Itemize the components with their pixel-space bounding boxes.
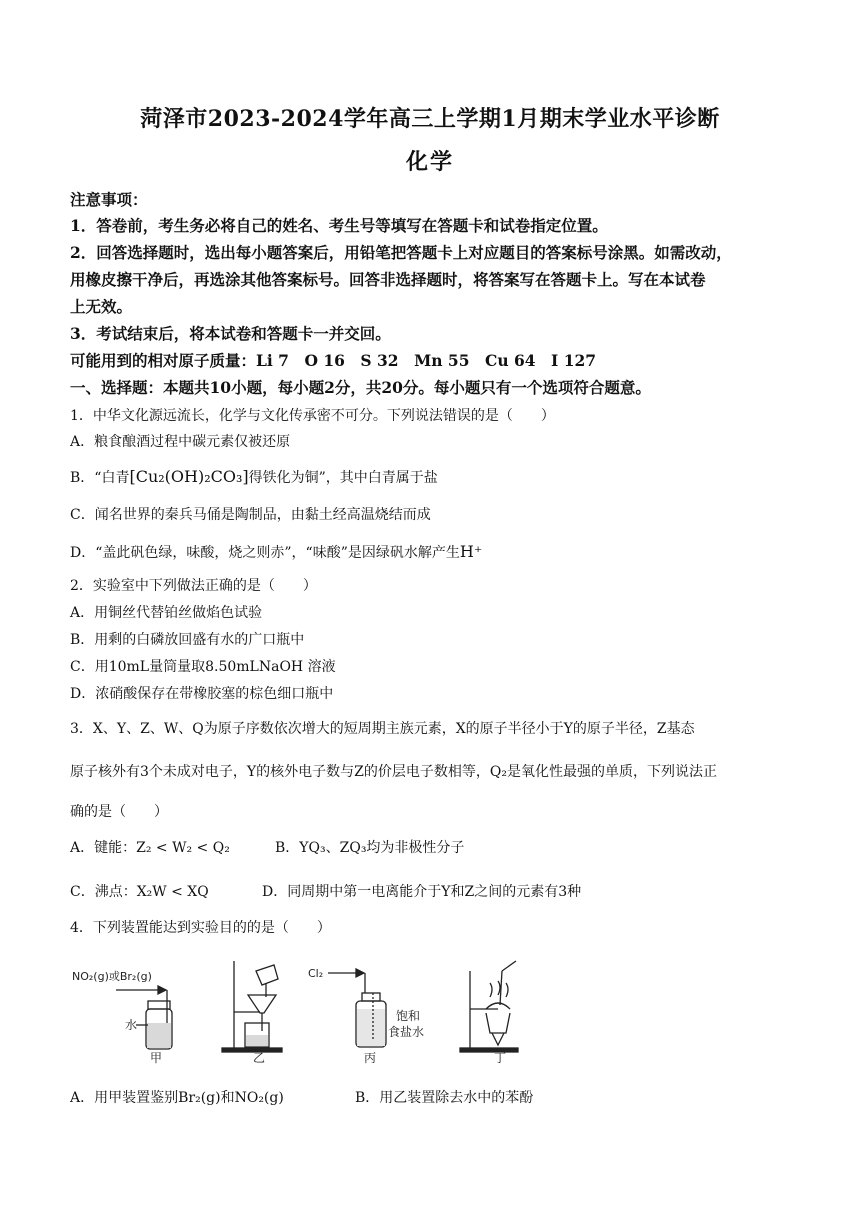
question-1-option-c: C．闻名世界的秦兵马俑是陶制品，由黏土经高温烧结而成: [70, 507, 431, 523]
question-4-option-a: A．用甲装置鉴别Br₂(g)和NO₂(g): [70, 1090, 284, 1106]
label-yi: 乙: [253, 1051, 266, 1065]
question-1-stem: 1．中华文化源远流长，化学与文化传承密不可分。下列说法错误的是（ ）: [70, 408, 555, 424]
apparatus-jia: [72, 970, 172, 1065]
brine-label-1: 饱和: [396, 1009, 421, 1023]
option-d-text: D．“盖此矾色绿，味酸，烧之则赤”，“味酸”是因绿矾水解产生: [70, 545, 460, 561]
cl2-label: Cl₂: [308, 967, 324, 980]
option-d-ion: H⁺: [459, 542, 483, 561]
question-3-option-d: D．同周期中第一电离能介于Y和Z之间的元素有3种: [262, 884, 582, 900]
apparatus-ding: [460, 961, 518, 1065]
option-b-formula: [Cu₂(OH)₂CO₃]: [129, 467, 249, 486]
question-3-option-b: B．YQ₃、ZQ₃均为非极性分子: [275, 840, 465, 856]
section-heading: 一、选择题：本题共10小题，每小题2分，共20分。每小题只有一个选项符合题意。: [70, 378, 651, 397]
jia-gas-label: NO₂(g)或Br₂(g): [72, 970, 152, 983]
notice-item-2-line-2: 用橡皮擦干净后，再选涂其他答案标号。回答非选择题时，将答案写在答题卡上。写在本试卷: [70, 270, 706, 289]
notice-item-1: 1．答卷前，考生务必将自己的姓名、考生号等填写在答题卡和试卷指定位置。: [70, 216, 608, 235]
question-2-option-d: D．浓硝酸保存在带橡胶塞的棕色细口瓶中: [70, 686, 334, 702]
notice-item-2-line-3: 上无效。: [70, 297, 133, 316]
question-1-option-b: [70, 467, 800, 488]
notice-heading: 注意事项：: [70, 190, 148, 209]
question-3-line-2: 原子核外有3个未成对电子，Y的核外电子数与Z的价层电子数相等，Q₂是氧化性最强的单质，下列说法正: [70, 764, 717, 780]
label-jia: 甲: [150, 1051, 163, 1065]
brine-label-2: 食盐水: [388, 1025, 425, 1039]
question-2-option-c: C．用10mL量筒量取8.50mLNaOH 溶液: [70, 659, 336, 675]
question-3-line-1: 3．X、Y、Z、W、Q为原子序数依次增大的短周期主族元素，X的原子半径小于Y的原子半径，Z基态: [70, 721, 695, 737]
apparatus-figure: [70, 957, 540, 1069]
question-3-option-a: A．键能：Z₂ < W₂ < Q₂: [70, 840, 230, 856]
option-b-suffix: 得铁化为铜”，其中白青属于盐: [248, 470, 438, 486]
water-label: 水: [125, 1018, 138, 1032]
question-3-option-c: C．沸点：X₂W < XQ: [70, 884, 209, 900]
notice-item-2-line-1: 2．回答选择题时，选出每小题答案后，用铅笔把答题卡上对应题目的答案标号涂黑。如需改动，: [70, 243, 732, 262]
question-1-option-a: A．粮食酿酒过程中碳元素仅被还原: [70, 434, 291, 450]
notice-item-3: 3．考试结束后，将本试卷和答题卡一并交回。: [70, 324, 391, 343]
question-1-option-d: [70, 542, 800, 563]
label-ding: 丁: [494, 1051, 507, 1065]
question-4-stem: 4．下列装置能达到实验目的的是（ ）: [70, 920, 331, 936]
question-4-option-b: B．用乙装置除去水中的苯酚: [355, 1090, 534, 1106]
apparatus-yi: [222, 961, 282, 1065]
exam-subject: 化学: [405, 149, 454, 175]
apparatus-bing: [308, 967, 424, 1065]
question-2-option-a: A．用铜丝代替铂丝做焰色试验: [70, 605, 263, 621]
atomic-masses: 可能用到的相对原子质量：Li 7 O 16 S 32 Mn 55 Cu 64 I 127: [70, 351, 597, 370]
question-3-line-3: 确的是（ ）: [70, 804, 168, 820]
label-bing: 丙: [364, 1051, 377, 1065]
exam-title: 菏泽市2023-2024学年高三上学期1月期末学业水平诊断: [140, 106, 720, 132]
option-b-prefix: B．“白青: [70, 470, 130, 486]
question-2-option-b: B．用剩的白磷放回盛有水的广口瓶中: [70, 632, 305, 648]
question-2-stem: 2．实验室中下列做法正确的是（ ）: [70, 578, 317, 594]
